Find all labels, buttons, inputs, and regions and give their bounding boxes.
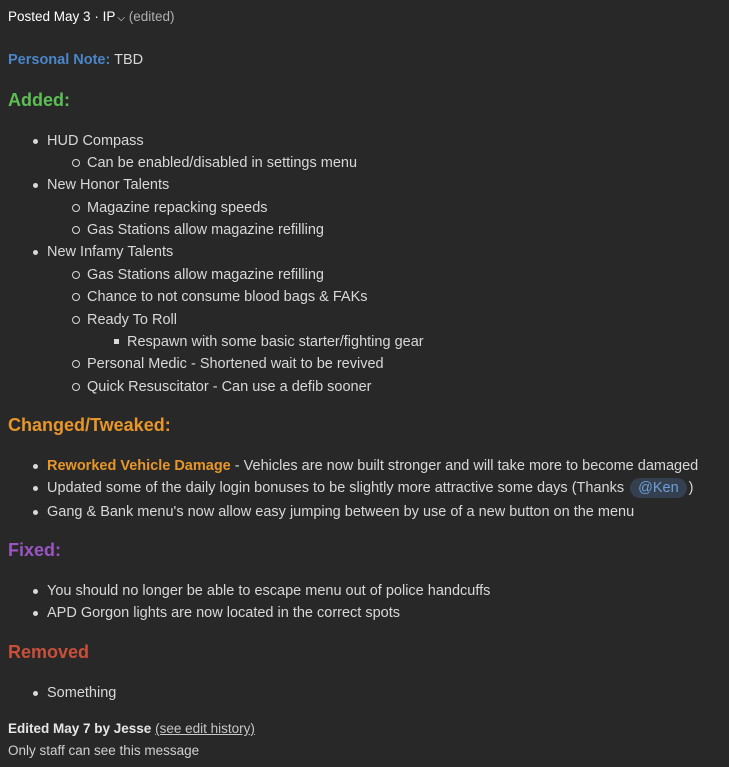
- list-item: Respawn with some basic starter/fighting gear: [127, 334, 424, 350]
- section-removed-title: Removed: [8, 642, 90, 662]
- list-item: Personal Medic - Shortened wait to be revived: [87, 356, 384, 372]
- edit-info: [8, 721, 255, 736]
- personal-note: [8, 52, 143, 68]
- list-item: New Honor Talents: [47, 177, 170, 193]
- edit-history-link[interactable]: (see edit history): [155, 721, 255, 736]
- visibility-dropdown[interactable]: IP ⌵: [102, 9, 125, 24]
- list-item: You should no longer be able to escape menu out of police handcuffs: [47, 583, 491, 599]
- list-item: [47, 478, 693, 498]
- section-added-title: Added:: [8, 90, 70, 110]
- list-item: Can be enabled/disabled in settings menu: [87, 155, 358, 171]
- list-item: [47, 456, 698, 476]
- edited-label: (edited): [128, 9, 175, 24]
- list-item: Magazine repacking speeds: [87, 200, 268, 216]
- user-mention[interactable]: @Ken: [630, 478, 687, 498]
- list-item: Something: [47, 685, 117, 701]
- item-text-end: ): [688, 480, 694, 496]
- section-changed-title: Changed/Tweaked:: [8, 415, 171, 435]
- list-item: Gang & Bank menu's now allow easy jumping between by use of a new button on the menu: [47, 504, 635, 520]
- list-item: HUD Compass: [47, 133, 144, 149]
- list-item: Gas Stations allow magazine refilling: [87, 267, 324, 283]
- list-item: Gas Stations allow magazine refilling: [87, 222, 324, 238]
- highlight-text: Reworked Vehicle Damage: [47, 458, 231, 474]
- list-item: APD Gorgon lights are now located in the correct spots: [47, 605, 401, 621]
- personal-note-label: Personal Note:: [8, 52, 111, 68]
- visibility-note: Only staff can see this message: [8, 743, 200, 758]
- list-item: Ready To Roll: [87, 312, 178, 328]
- list-item: Chance to not consume blood bags & FAKs: [87, 289, 368, 305]
- list-item: Quick Resuscitator - Can use a defib sooner: [87, 379, 372, 395]
- posted-date: Posted May 3: [8, 9, 91, 24]
- section-fixed-title: Fixed:: [8, 540, 62, 560]
- personal-note-value: TBD: [114, 52, 144, 68]
- list-item: New Infamy Talents: [47, 244, 174, 260]
- post-header: [8, 9, 174, 24]
- item-text: - Vehicles are now built stronger and will take more to become damaged: [230, 458, 699, 474]
- chevron-down-icon: ⌵: [117, 13, 125, 24]
- edited-by: Edited May 7 by Jesse: [8, 721, 152, 736]
- separator: ·: [94, 9, 99, 24]
- item-text: Updated some of the daily login bonuses to be slightly more attractive some days (Thanks: [47, 480, 629, 496]
